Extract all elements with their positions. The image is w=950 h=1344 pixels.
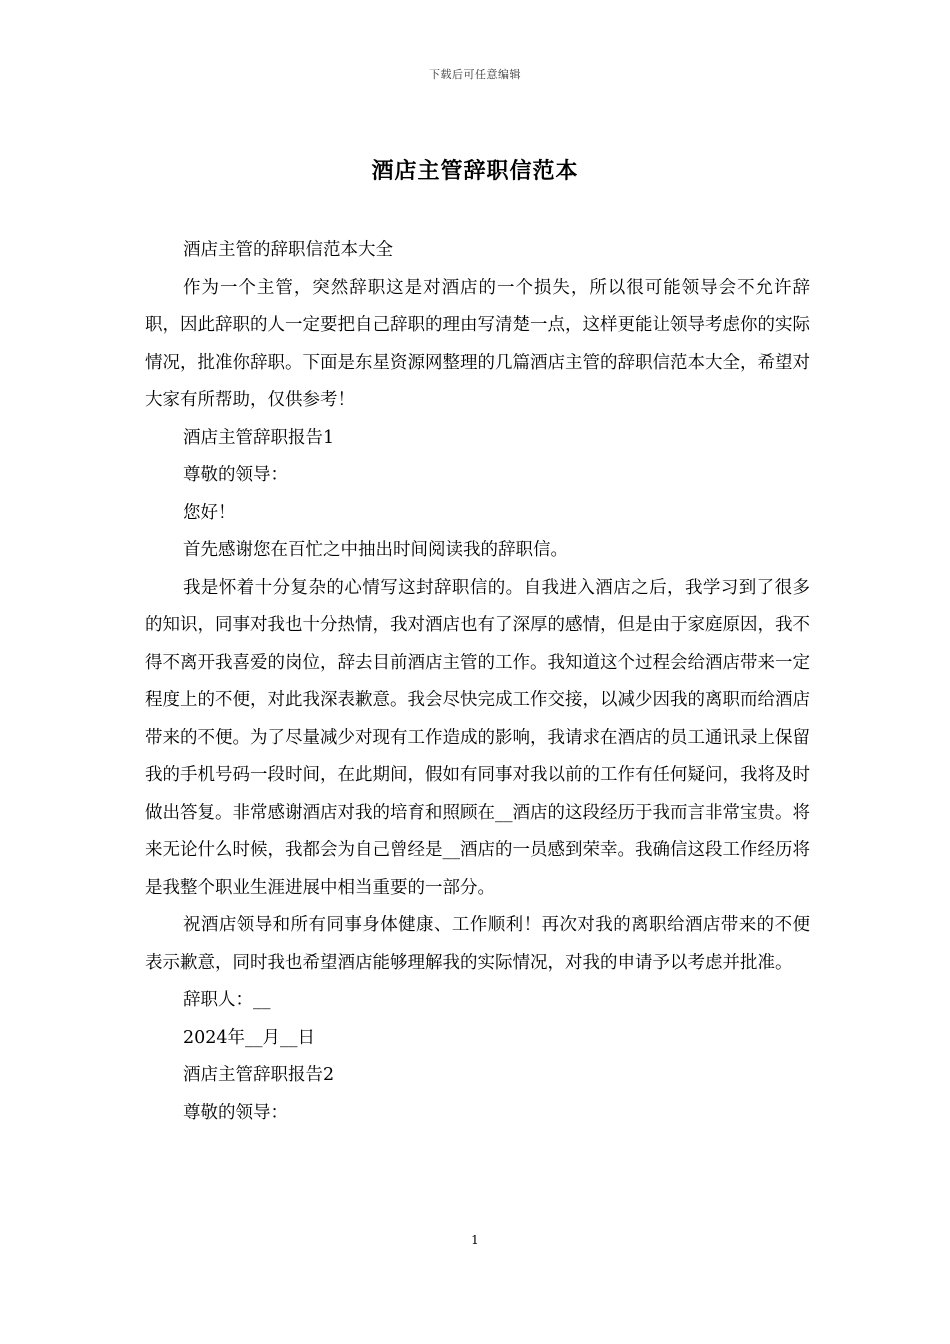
report-2-heading: 酒店主管辞职报告2 bbox=[183, 1065, 335, 1085]
report-1-heading: 酒店主管辞职报告1 bbox=[183, 427, 335, 448]
salutation: 尊敬的领导： bbox=[183, 1102, 288, 1123]
page-number: 1 bbox=[471, 1233, 479, 1247]
date-line: 2024年__月__日 bbox=[183, 1027, 316, 1048]
greeting: 您好！ bbox=[183, 502, 236, 523]
closing-paragraph: 祝酒店领导和所有同事身体健康、工作顺利！再次对我的离职给酒店带来的不便表示歉意，同时我也希望酒店能够理解我的实际情况，对我的申请予以考虑并批准。 bbox=[145, 915, 810, 973]
intro-paragraph: 作为一个主管，突然辞职这是对酒店的一个损失，所以很可能领导会不允许辞职，因此辞职的人一定要把自己辞职的理由写清楚一点，这样更能让领导考虑你的实际情况，批准你辞职。下面是东星资源网整理的几篇酒店主管的辞职信范本大全，希望对大家有所帮助，仅供参考！ bbox=[145, 277, 810, 410]
signature-line: 辞职人：__ bbox=[183, 990, 271, 1010]
page-header: 下载后可任意编辑 bbox=[429, 68, 521, 81]
document-title: 酒店主管辞职信范本 bbox=[371, 158, 579, 184]
body-paragraph: 首先感谢您在百忙之中抽出时间阅读我的辞职信。 bbox=[183, 540, 568, 560]
document-body bbox=[145, 232, 810, 1132]
body-paragraph: 我是怀着十分复杂的心情写这封辞职信的。自我进入酒店之后，我学习到了很多的知识，同事对我也十分热情，我对酒店也有了深厚的感情，但是由于家庭原因，我不得不离开我喜爱的岗位，辞去目前酒店主管的工作。我知道这个过程会给酒店带来一定程度上的不便，对此我深表歉意。我会尽快完成工作交接，以减少因我的离职而给酒店带来的不便。为了尽量减少对现有工作造成的影响，我请求在酒店的员工通讯录上保留我的手机号码一段时间，在此期间，假如有同事对我以前的工作有任何疑问，我将及时做出答复。非常感谢酒店对我的培育和照顾在__酒店的这段经历于我而言非常宝贵。将来无论什么时候，我都会为自己曾经是__酒店的一员感到荣幸。我确信这段工作经历将是我整个职业生涯进展中相当重要的一部分。 bbox=[145, 577, 810, 898]
salutation: 尊敬的领导： bbox=[183, 465, 288, 485]
subtitle-paragraph: 酒店主管的辞职信范本大全 bbox=[183, 240, 393, 260]
